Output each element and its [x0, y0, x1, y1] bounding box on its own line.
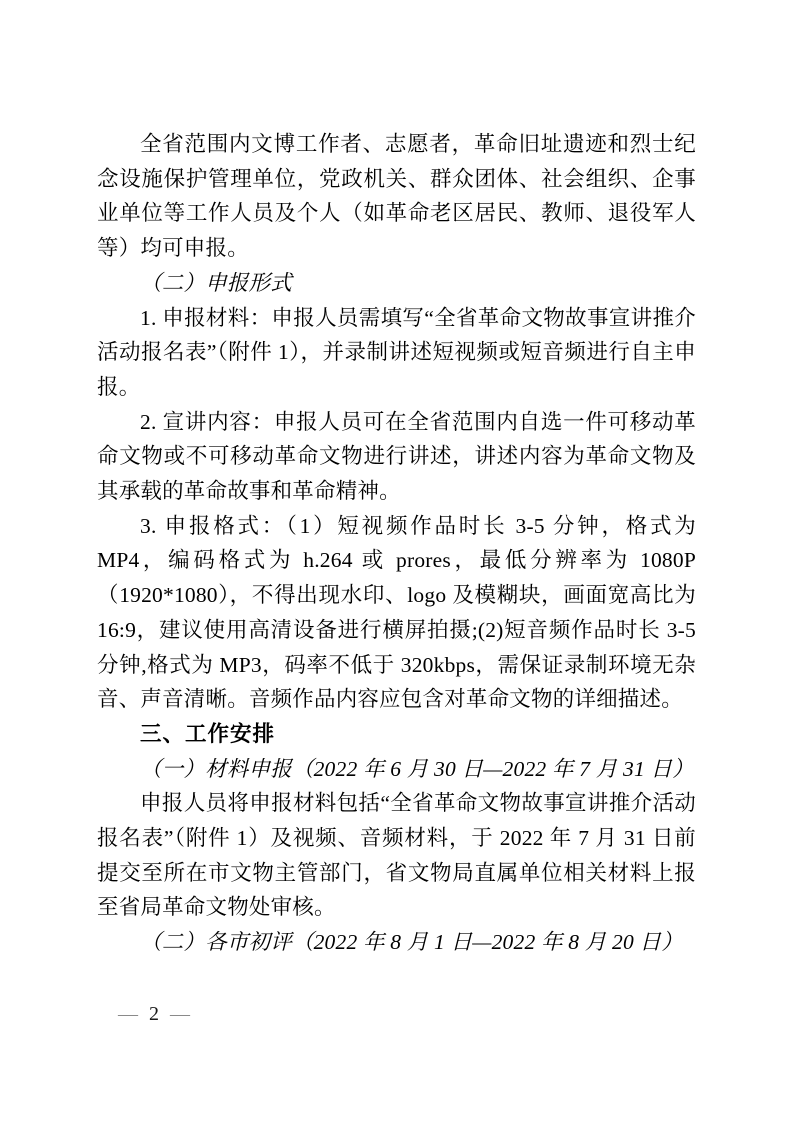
heading-application-form: （二）申报形式 [140, 270, 292, 295]
heading-material-submission-period: （一）材料申报（2022 年 6 月 30 日—2022 年 7 月 31 日） [140, 756, 694, 781]
page-number-value: 2 [149, 1003, 159, 1025]
page-number-dash-left: — [118, 1003, 138, 1025]
paragraph-submission-details: 申报人员将申报材料包括“全省革命文物故事宣讲推介活动报名表”（附件 1）及视频、音频材料，于 2022 年 7 月 31 日前提交至所在市文物主管部门，省文物局直属单位相关材料上报至省局革命文物处审核。 [97, 791, 696, 920]
page-number [118, 1002, 190, 1026]
heading-city-preliminary-review: （二）各市初评（2022 年 8 月 1 日—2022 年 8 月 20 日） [140, 930, 683, 955]
paragraph-lecture-content: 2. 宣讲内容：申报人员可在全省范围内自选一件可移动革命文物或不可移动革命文物进行讲述，讲述内容为革命文物及其承载的革命故事和革命精神。 [97, 409, 696, 504]
document-body [97, 127, 696, 960]
paragraph-application-materials: 1. 申报材料：申报人员需填写“全省革命文物故事宣讲推介活动报名表”（附件 1），并录制讲述短视频或短音频进行自主申报。 [97, 305, 696, 399]
page-number-dash-right: — [170, 1003, 190, 1025]
paragraph-eligibility: 全省范围内文博工作者、志愿者，革命旧址遗迹和烈士纪念设施保护管理单位，党政机关、群众团体、社会组织、企事业单位等工作人员及个人（如革命老区居民、教师、退役军人等）均可申报。 [97, 132, 696, 261]
paragraph-application-format: 3. 申报格式：（1）短视频作品时长 3-5 分钟，格式为 MP4，编码格式为 h.264 或 prores，最低分辨率为 1080P（1920*1080），不得出现水印、logo 及模糊块，画面宽高比为 16:9，建议使用高清设备进行横屏拍摄;(2)短音频作品时长 3-5 分钟,格式为 MP3，码率不低于 320kbps，需保证录制环境无杂音、声音清晰。音频作品内容应包含对革命文物的详细描述。 [97, 513, 696, 712]
heading-work-arrangement: 三、工作安排 [140, 721, 276, 746]
